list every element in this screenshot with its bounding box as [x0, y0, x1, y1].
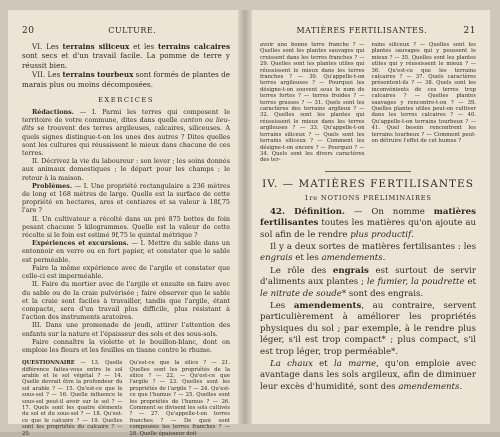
questionnaire: [22, 360, 230, 437]
questionnaire-col-1: avoir une bonne terre franche ? — Quelles sont les plantes sauvages qui croissent dans les terres franches ? — 29. Quelles sont les plantes utiles qui réussissent le mieux dans les terres franches ? — 30. Qu'appelle-t-on terres argileuses ? — Pourquoi les désigne-t-on souvent sous le nom de terres fortes ? — terres froides ? — terres grasses ? — 31. Quels sont les caractères des terrains argileux ? — 32. Quelles sont les plantes qui réussissent le mieux dans les terres argileuses ? — 33. Qu'appelle-t-on terrains siliceux ? — Quels sont les terrains siliceux ? — Comment les désigne-t-on encore ? — Pourquoi ? — 34. Quels sont les divers caractères des ter-: [260, 42, 365, 164]
paragraph-amendements: Les amendements, au contraire, servent particulièrement à améliorer les propriétés physiques du sol ; par exemple, à le rendre plus léger, s'il est trop compact* ; plus compact, s'il est trop léger, trop perméable*.: [260, 300, 477, 357]
problemes-ii: II. Un cultivateur a récolté dans un pré 875 bottes de foin pesant chacune 5 kilogrammes. Quelle est la valeur de cette récolte si le foin est estimé 9f,75 le quintal métrique ?: [22, 214, 230, 240]
problemes-i: Problèmes. — I. Une propriété rectangulaire a 236 mètres de long et 168 mètres de large. Quelle est la surface de cette propriété en hectares, ares et centiares et sa valeur à 18f,75 l'are ?: [22, 181, 230, 215]
redactions-ii: II. Décrivez la vie du laboureur : son lever ; les soins donnés aux animaux domestiques ; le départ pour les champs ; le retour à la maison.: [22, 157, 230, 182]
experiences-item: Faire connaître la violette et le bouillon-blanc, dont on emploie les fleurs et les feuilles en tisane contre le rhume.: [22, 337, 230, 354]
right-page: [252, 10, 490, 424]
paragraph-engrais: Le rôle des engrais est surtout de servir d'aliments aux plantes ; le fumier, la poudrette et le nitrate de soude* sont des engrais.: [260, 265, 476, 299]
experiences-i: Expériences et excursions. — I. Mettre du sable dans un entonnoir en verre ou en fort papier, et constater que le sable est perméable.: [22, 239, 230, 264]
page-number: 20: [22, 26, 35, 36]
questionnaire-col-1: QUESTIONNAIRE — 13. Quelle différence faites-vous entre le sol arable et le sol végétal ? — 14. Quelle devrait être la profondeur du sol arable ? — 15. Qu'est-ce que le sous-sol ? — 16. Quelle influence le sous-sol peut-il avoir sur le sol ? — 17. Quels sont les quatre éléments du sol et du sous-sol ? — 18. Qu'est-ce que le calcaire ? — 19. Quelles sont les propriétés du calcaire ? — 20.: [22, 360, 123, 437]
chapter-heading: IV. — MATIÈRES FERTILISANTES: [262, 177, 474, 190]
subchapter-heading: 1re NOTIONS PRÉLIMINAIRES: [304, 193, 432, 202]
chapter-body: [260, 207, 476, 394]
paragraph-vii: VII. Les terrains tourbeux sont formés de plantes de marais plus ou moins décomposées.: [22, 70, 230, 89]
left-page: [8, 10, 238, 437]
questionnaire-col-2: Qu'est-ce que la silice ? — 21. Quelles sont les propriétés de la silice ? — 22. — Qu'est-ce que l'argile ? — 23. Quelles sont les propriétés de l'argile ? — 24. Qu'est-ce que l'humus ? — 25. Quelles sont les propriétés de l'humus ? — 26. Comment se divisent les sols cultivés ? — 27. Qu'appelle-t-on terres franches ? — De quoi sont composées les terres franches ? — 28. Quelle épaisseur doit: [129, 360, 230, 437]
book-gutter: [238, 10, 252, 424]
experiences-item: Faire la même expérience avec de l'argile et constater que celle-ci est imperméable.: [22, 263, 230, 281]
exercices-heading: EXERCICES: [97, 96, 155, 105]
paragraph-42: 42. Définition. — On nomme matières fertilisantes toutes les matières qu'on ajoute au sol afin de le rendre plus productif.: [260, 206, 476, 240]
left-running-head: [22, 26, 230, 36]
right-running-head: [260, 26, 476, 36]
running-title: CULTURE.: [108, 26, 157, 35]
section-divider: [325, 171, 411, 172]
experiences-item: III. Dans une promenade de jeudi, attirer l'attention des enfants sur la nature et l'épaisseur des sols et des sous-sols.: [22, 321, 230, 338]
paragraph-kinds: Il y a deux sortes de matières fertilisantes : les engrais et les amendements.: [260, 241, 476, 264]
experiences-item: II. Faire du mortier avec de l'argile et ensuite en faire avec du sable ou de la craie pulvérisée ; faire observer que le sable et la craie sont faciles à travailler, tandis que l'argile, étant compacte, sera d'un travail plus difficile, plus résistant à l'action des instruments aratoires.: [22, 280, 230, 322]
questionnaire-continued: [260, 42, 476, 164]
questionnaire-col-2: rains siliceux ? — Quelles sont les plantes sauvages qui y poussent le mieux ? — 35. Quelles sont les plantes utiles qui y réussissent le mieux ? — 36. Qu'est-ce que les terrains calcaires ? — 37. Quels caractères présentent-ils ? — 38. Quels sont les inconvénients de ces terres trop calcaires ? — Quelles plantes sauvages y rencontre-t-on ? — 39. Quelles plantes utiles peut-on cultiver dans les terres calcaires ? — 40. Qu'appelle-t-on terrains tourbeux ? — 41. Quel besoin rencontrent les terrains tourbeux ? — Comment peut-on détruire l'effet de cet humus ?: [371, 42, 476, 145]
paragraph-vi: VI. Les terrains siliceux et les terrains calcaires sont secs et d'un travail facile. La pomme de terre y réussit bien.: [22, 42, 230, 70]
running-title: MATIÈRES FERTILISANTES.: [296, 26, 428, 35]
redactions-i: Rédactions. — I. Parmi les terres qui composent le territoire de votre commune, dites dans quelle canton ou lieu-dits se trouvent des terres argileuses, calcaires, siliceuses. A quels signes distingue-t-on les unes des autres ? Dites quelles sont les cultures qui réussissent le mieux dans chacune de ces terres.: [22, 108, 230, 158]
page-number: 21: [463, 26, 476, 36]
paragraph-chaux: La chaux et la marne, qu'on emploie avec avantage dans les sols argileux, afin de diminuer leur excès d'humidité, sont des amendements.: [260, 359, 477, 392]
